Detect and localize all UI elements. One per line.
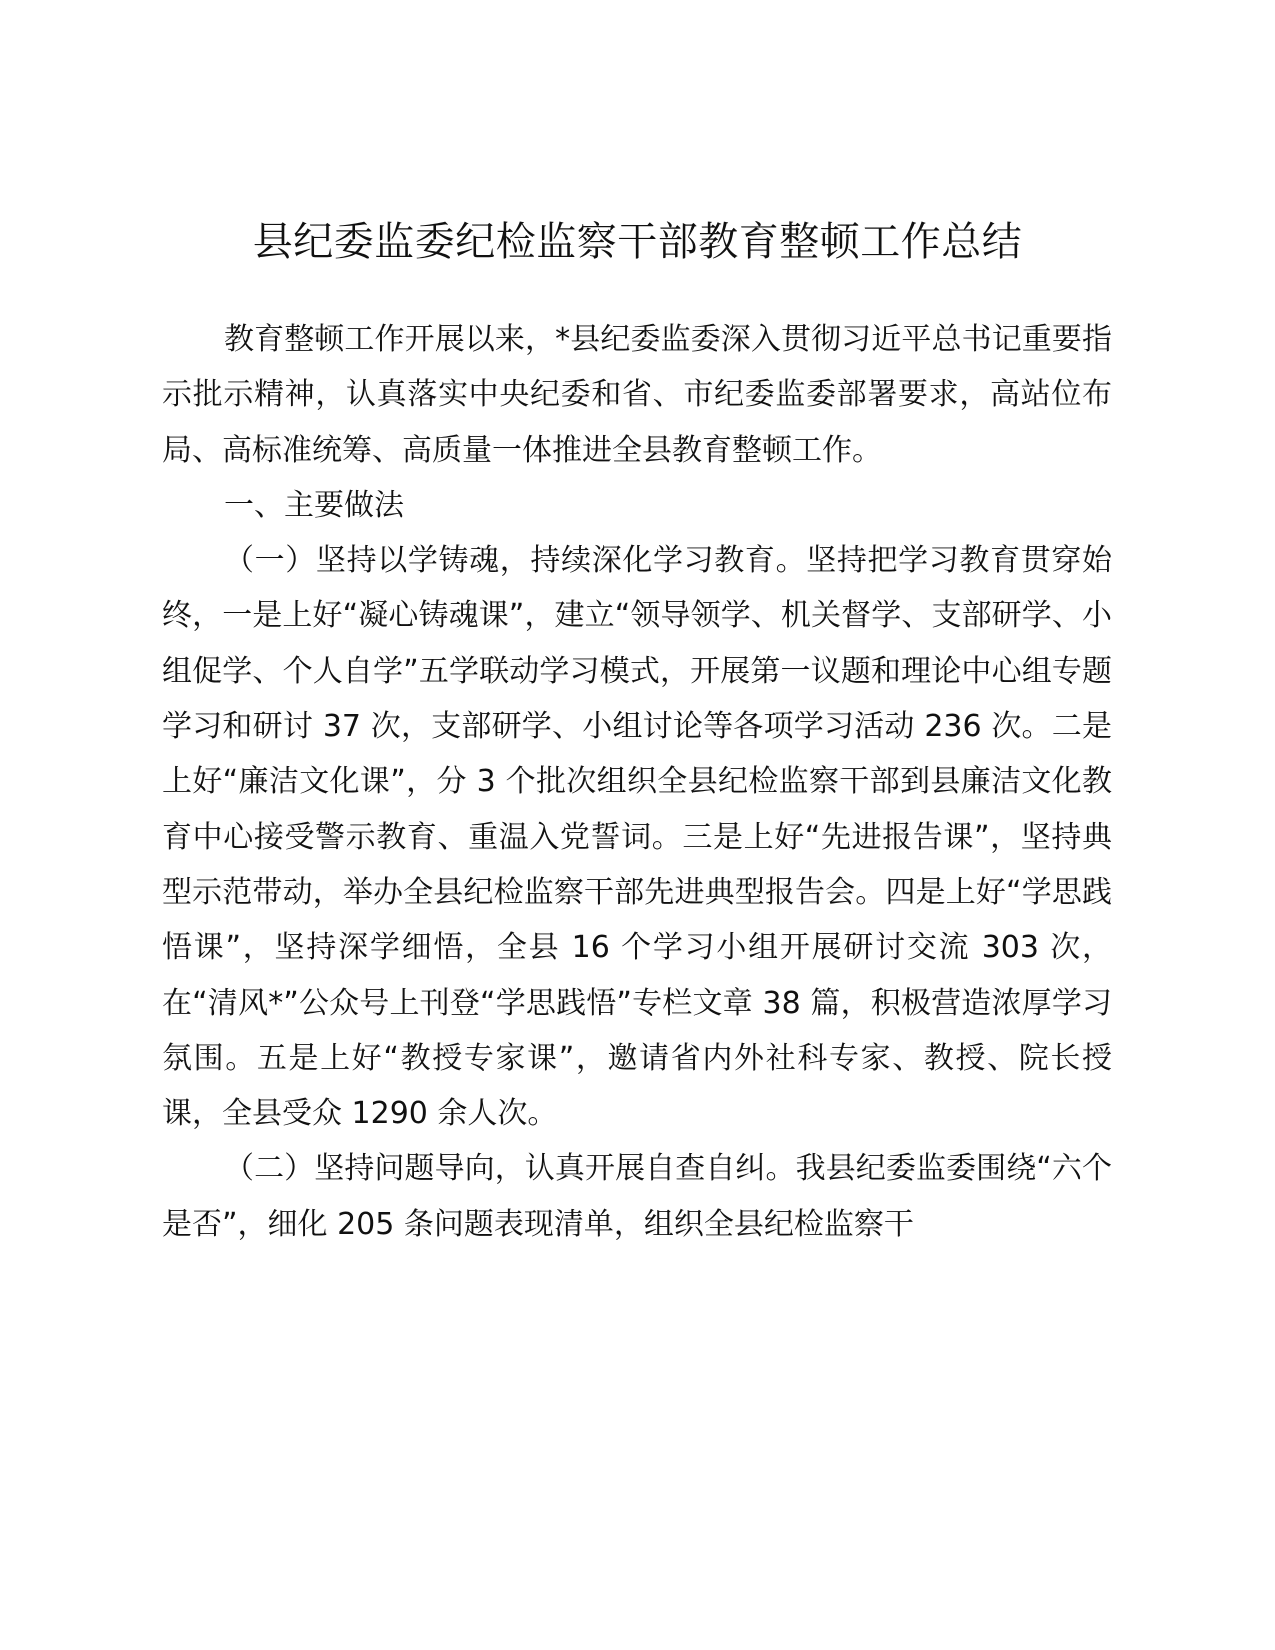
document-body: [162, 312, 1112, 1252]
section-heading-main-practices: 一、主要做法: [224, 487, 404, 523]
subsection-1-paragraph: （一）坚持以学铸魂，持续深化学习教育。坚持把学习教育贯穿始终，一是上好“凝心铸魂课”，建立“领导领学、机关督学、支部研学、小组促学、个人自学”五学联动学习模式，开展第一议题和理论中心组专题学习和研讨 37 次，支部研学、小组讨论等各项学习活动 236 次。二是上好“廉洁文化课”，分 3 个批次组织全县纪检监察干部到县廉洁文化教育中心接受警示教育、重温入党誓词。三是上好“先进报告课”，坚持典型示范带动，举办全县纪检监察干部先进典型报告会。四是上好“学思践悟课”，坚持深学细悟，全县 16 个学习小组开展研讨交流 303 次，在“清风*”公众号上刊登“学思践悟”专栏文章 38 篇，积极营造浓厚学习氛围。五是上好“教授专家课”，邀请省内外社科专家、教授、院长授课，全县受众 1290 余人次。: [162, 543, 1112, 1132]
subsection-2-paragraph: （二）坚持问题导向，认真开展自查自纠。我县纪委监委围绕“六个是否”，细化 205 条问题表现清单，组织全县纪检监察干: [162, 1151, 1112, 1242]
intro-paragraph: 教育整顿工作开展以来，*县纪委监委深入贯彻习近平总书记重要指示批示精神，认真落实中央纪委和省、市纪委监委部署要求，高站位布局、高标准统筹、高质量一体推进全县教育整顿工作。: [162, 322, 1112, 468]
document-title: 县纪委监委纪检监察干部教育整顿工作总结: [252, 219, 1023, 265]
